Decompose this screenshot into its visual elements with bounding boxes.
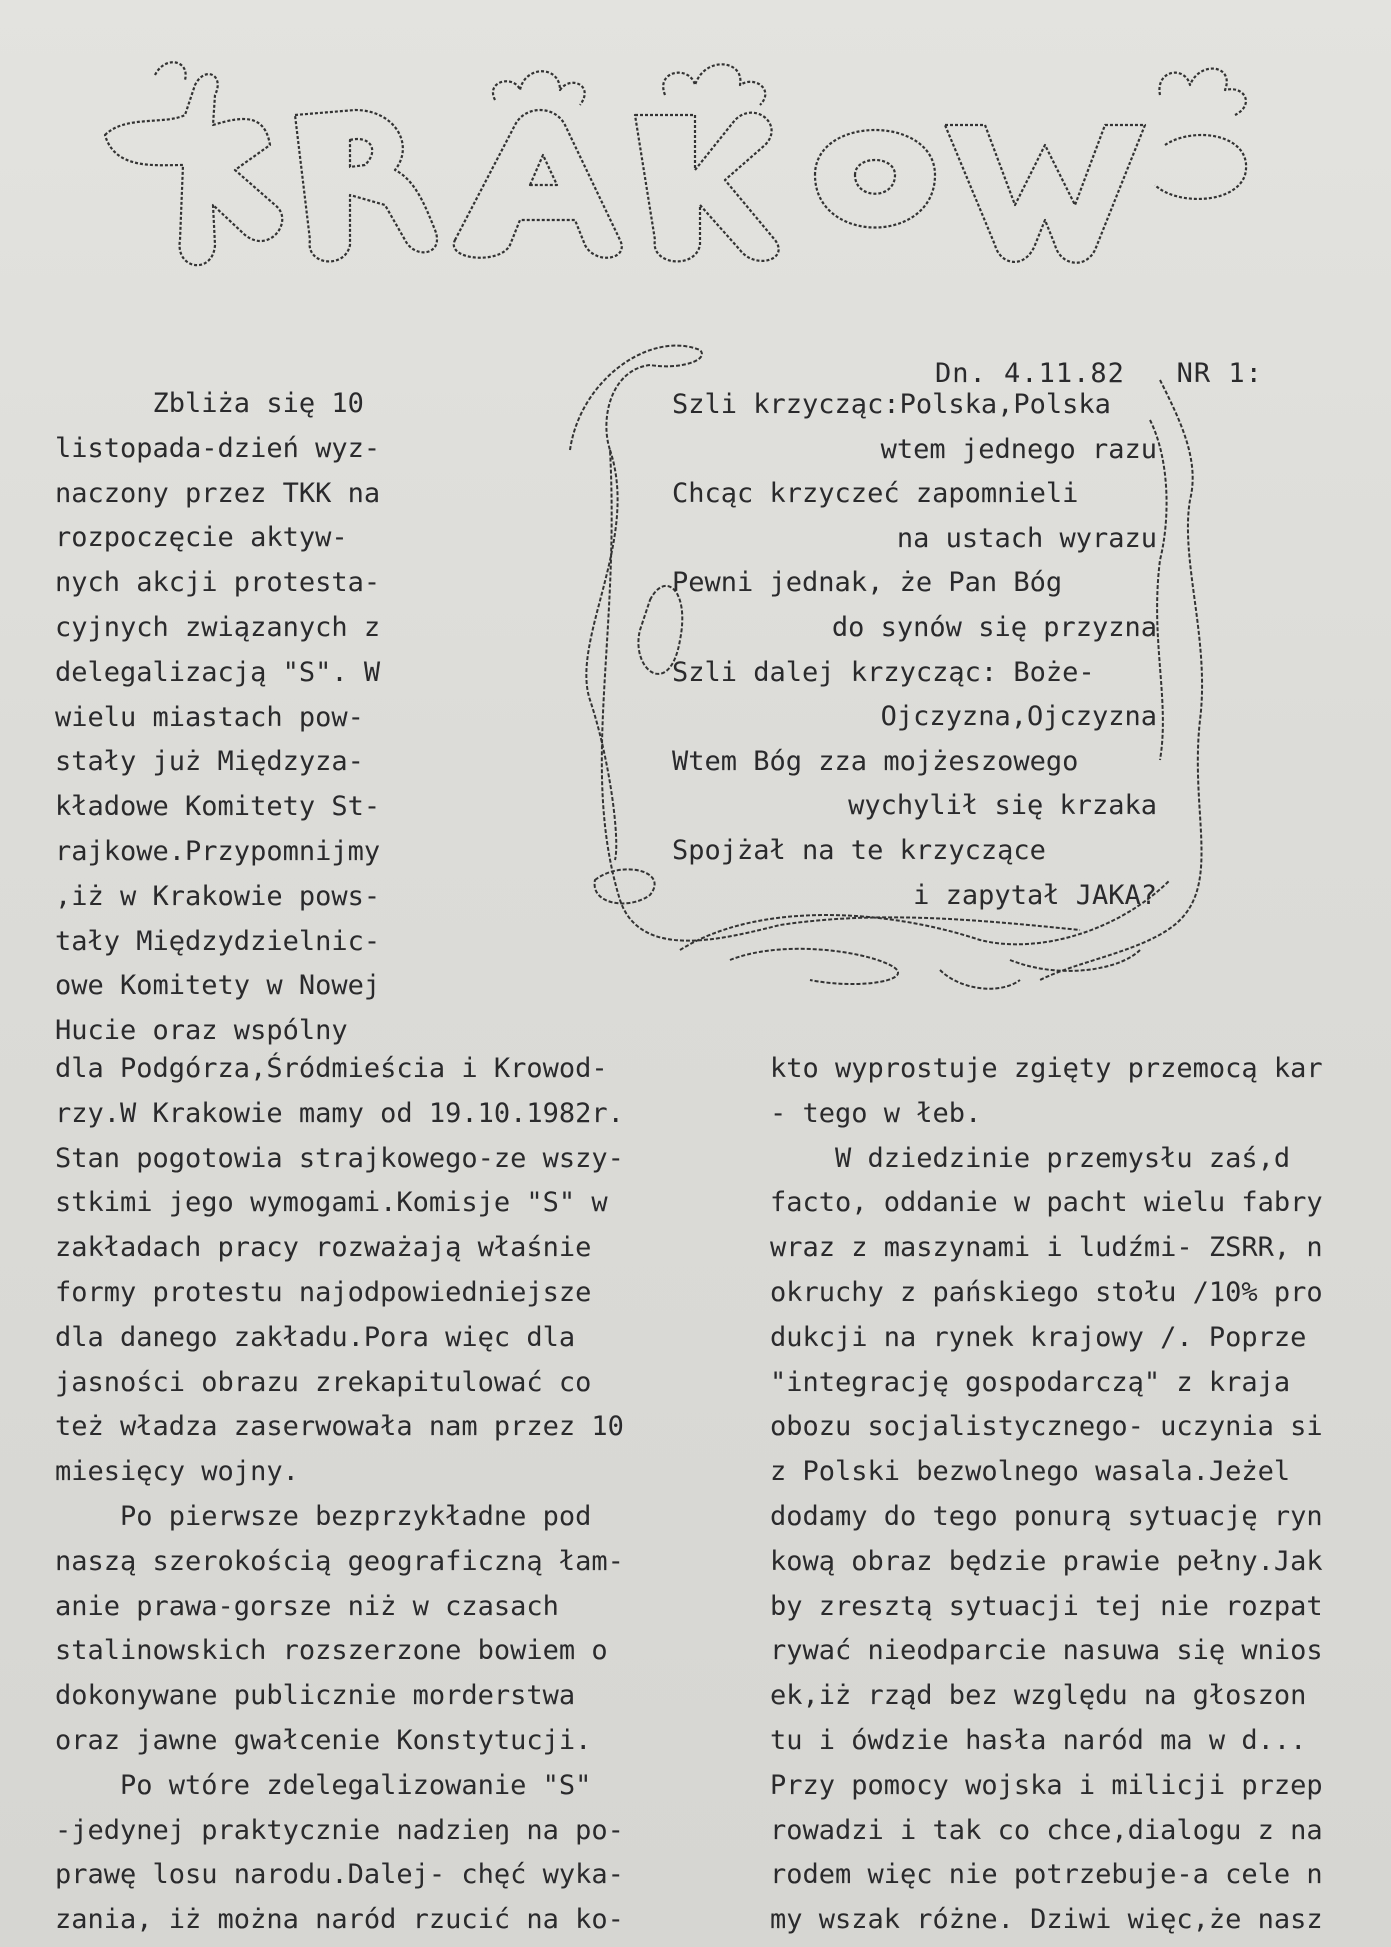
text-line: anie prawa-gorsze niż w czasach: [55, 1590, 559, 1622]
issue-number: NR 1:: [1176, 358, 1263, 389]
text-line: oraz jawne gwałcenie Konstytucji.: [55, 1724, 592, 1756]
text-line: też władza zaserwowała nam przez 10: [55, 1411, 624, 1443]
article-main-column: [55, 1047, 715, 1943]
text-line: Przy pomocy wojska i milicji przep: [770, 1769, 1323, 1801]
text-line: wraz z maszynami i ludźmi- ZSRR, n: [770, 1232, 1323, 1264]
poem-line: wtem jednego razu: [880, 433, 1157, 465]
text-line: facto, oddanie w pacht wielu fabry: [770, 1187, 1323, 1219]
article-left-column: [55, 382, 445, 1054]
text-line: miesięcy wojny.: [55, 1456, 299, 1488]
poem-line: Chcąc krzyczeć zapomnieli: [672, 478, 1079, 510]
text-line: stalinowskich rozszerzone bowiem o: [55, 1635, 608, 1667]
text-line: kową obraz będzie prawie pełny.Jak: [770, 1545, 1323, 1577]
text-line: W dziedzinie przemysłu zaś,d: [770, 1142, 1291, 1174]
poem-line: Wtem Bóg zza mojżeszowego: [672, 745, 1079, 777]
text-line: by zresztą sytuacji tej nie rozpat: [770, 1590, 1323, 1622]
text-line: okruchy z pańskiego stołu /10% pro: [770, 1276, 1323, 1308]
text-line: stały już Międzyza-: [55, 746, 364, 778]
text-line: Zbliża się 10: [55, 388, 364, 419]
text-line: jasności obrazu zrekapitulować co: [55, 1366, 592, 1398]
issue-date: Dn. 4.11.82: [935, 358, 1125, 389]
text-line: stkimi jego wymogami.Komisje "S" w: [55, 1187, 608, 1219]
text-line: obozu socjalistycznego- uczynia si: [770, 1411, 1323, 1443]
text-line: - tego w łeb.: [770, 1097, 982, 1129]
text-line: naczony przez TKK na: [55, 477, 381, 509]
text-line: dodamy do tego ponurą sytuację ryn: [770, 1500, 1323, 1532]
text-line: -jedynej praktycznie nadzieŋ na po-: [55, 1814, 624, 1846]
poem: [672, 383, 1157, 918]
text-line: nych akcji protesta-: [55, 567, 381, 599]
poem-line: Spojżał na te krzyczące: [672, 834, 1046, 866]
text-line: tały Międzydzielnic-: [55, 925, 381, 957]
text-line: dokonywane publicznie morderstwa: [55, 1680, 576, 1712]
poem-line: wychylił się krzaka: [848, 790, 1157, 822]
text-line: naszą szerokością geograficzną łam-: [55, 1545, 624, 1577]
text-line: zania, iż można naród rzucić na ko-: [55, 1904, 624, 1936]
text-line: cyjnych związanych z: [55, 611, 381, 643]
article-right-column: [770, 1047, 1390, 1943]
poem-line: do synów się przyzna: [831, 611, 1157, 643]
text-line: dukcji na rynek krajowy /. Poprze: [770, 1321, 1307, 1353]
text-line: rodem więc nie potrzebuje-a cele n: [770, 1859, 1323, 1891]
text-line: delegalizacją "S". W: [55, 656, 381, 688]
poem-line: Szli krzycząc:Polska,Polska: [672, 389, 1111, 420]
text-line: rowadzi i tak co chce,dialogu z na: [770, 1814, 1323, 1846]
text-line: Po pierwsze bezprzykładne pod: [55, 1500, 592, 1532]
text-line: rajkowe.Przypomnijmy: [55, 835, 381, 867]
text-line: Stan pogotowia strajkowego-ze wszy-: [55, 1142, 624, 1174]
text-line: owe Komitety w Nowej: [55, 970, 381, 1002]
text-line: prawę losu narodu.Dalej- chęć wyka-: [55, 1859, 624, 1891]
poem-line: i zapytał JAKA?: [913, 879, 1157, 911]
text-line: Po wtóre zdelegalizowanie "S": [55, 1769, 592, 1801]
poem-line: Szli dalej krzycząc: Boże-: [672, 656, 1095, 688]
text-line: dla Podgórza,Śródmieścia i Krowod-: [55, 1053, 608, 1084]
masthead-logo: [95, 55, 1285, 305]
text-line: kładowe Komitety St-: [55, 791, 381, 823]
text-line: zakładach pracy rozważają właśnie: [55, 1232, 592, 1264]
text-line: dla danego zakładu.Pora więc dla: [55, 1321, 576, 1353]
text-line: rywać nieodparcie nasuwa się wnios: [770, 1635, 1323, 1667]
text-line: "integrację gospodarczą" z kraja: [770, 1366, 1291, 1398]
text-line: ,iż w Krakowie pows-: [55, 880, 381, 912]
poem-line: na ustach wyrazu: [896, 522, 1157, 554]
text-line: z Polski bezwolnego wasala.Jeżel: [770, 1456, 1291, 1488]
text-line: my wszak różne. Dziwi więc,że nasz: [770, 1904, 1323, 1936]
text-line: formy protestu najodpowiedniejsze: [55, 1276, 592, 1308]
text-line: rozpoczęcie aktyw-: [55, 522, 348, 554]
text-line: Hucie oraz wspólny: [55, 1015, 348, 1047]
masthead-lettering: [95, 55, 1285, 305]
text-line: wielu miastach pow-: [55, 701, 364, 733]
poem-line: Ojczyzna,Ojczyzna: [880, 701, 1157, 733]
poem-line: Pewni jednak, że Pan Bóg: [672, 567, 1063, 599]
text-line: listopada-dzień wyz-: [55, 432, 381, 464]
text-line: tu i ówdzie hasła naród ma w d...: [770, 1724, 1307, 1756]
text-line: rzy.W Krakowie mamy od 19.10.1982r.: [55, 1097, 624, 1129]
text-line: ek,iż rząd bez względu na głoszon: [770, 1680, 1307, 1712]
text-line: kto wyprostuje zgięty przemocą kar: [770, 1053, 1323, 1084]
